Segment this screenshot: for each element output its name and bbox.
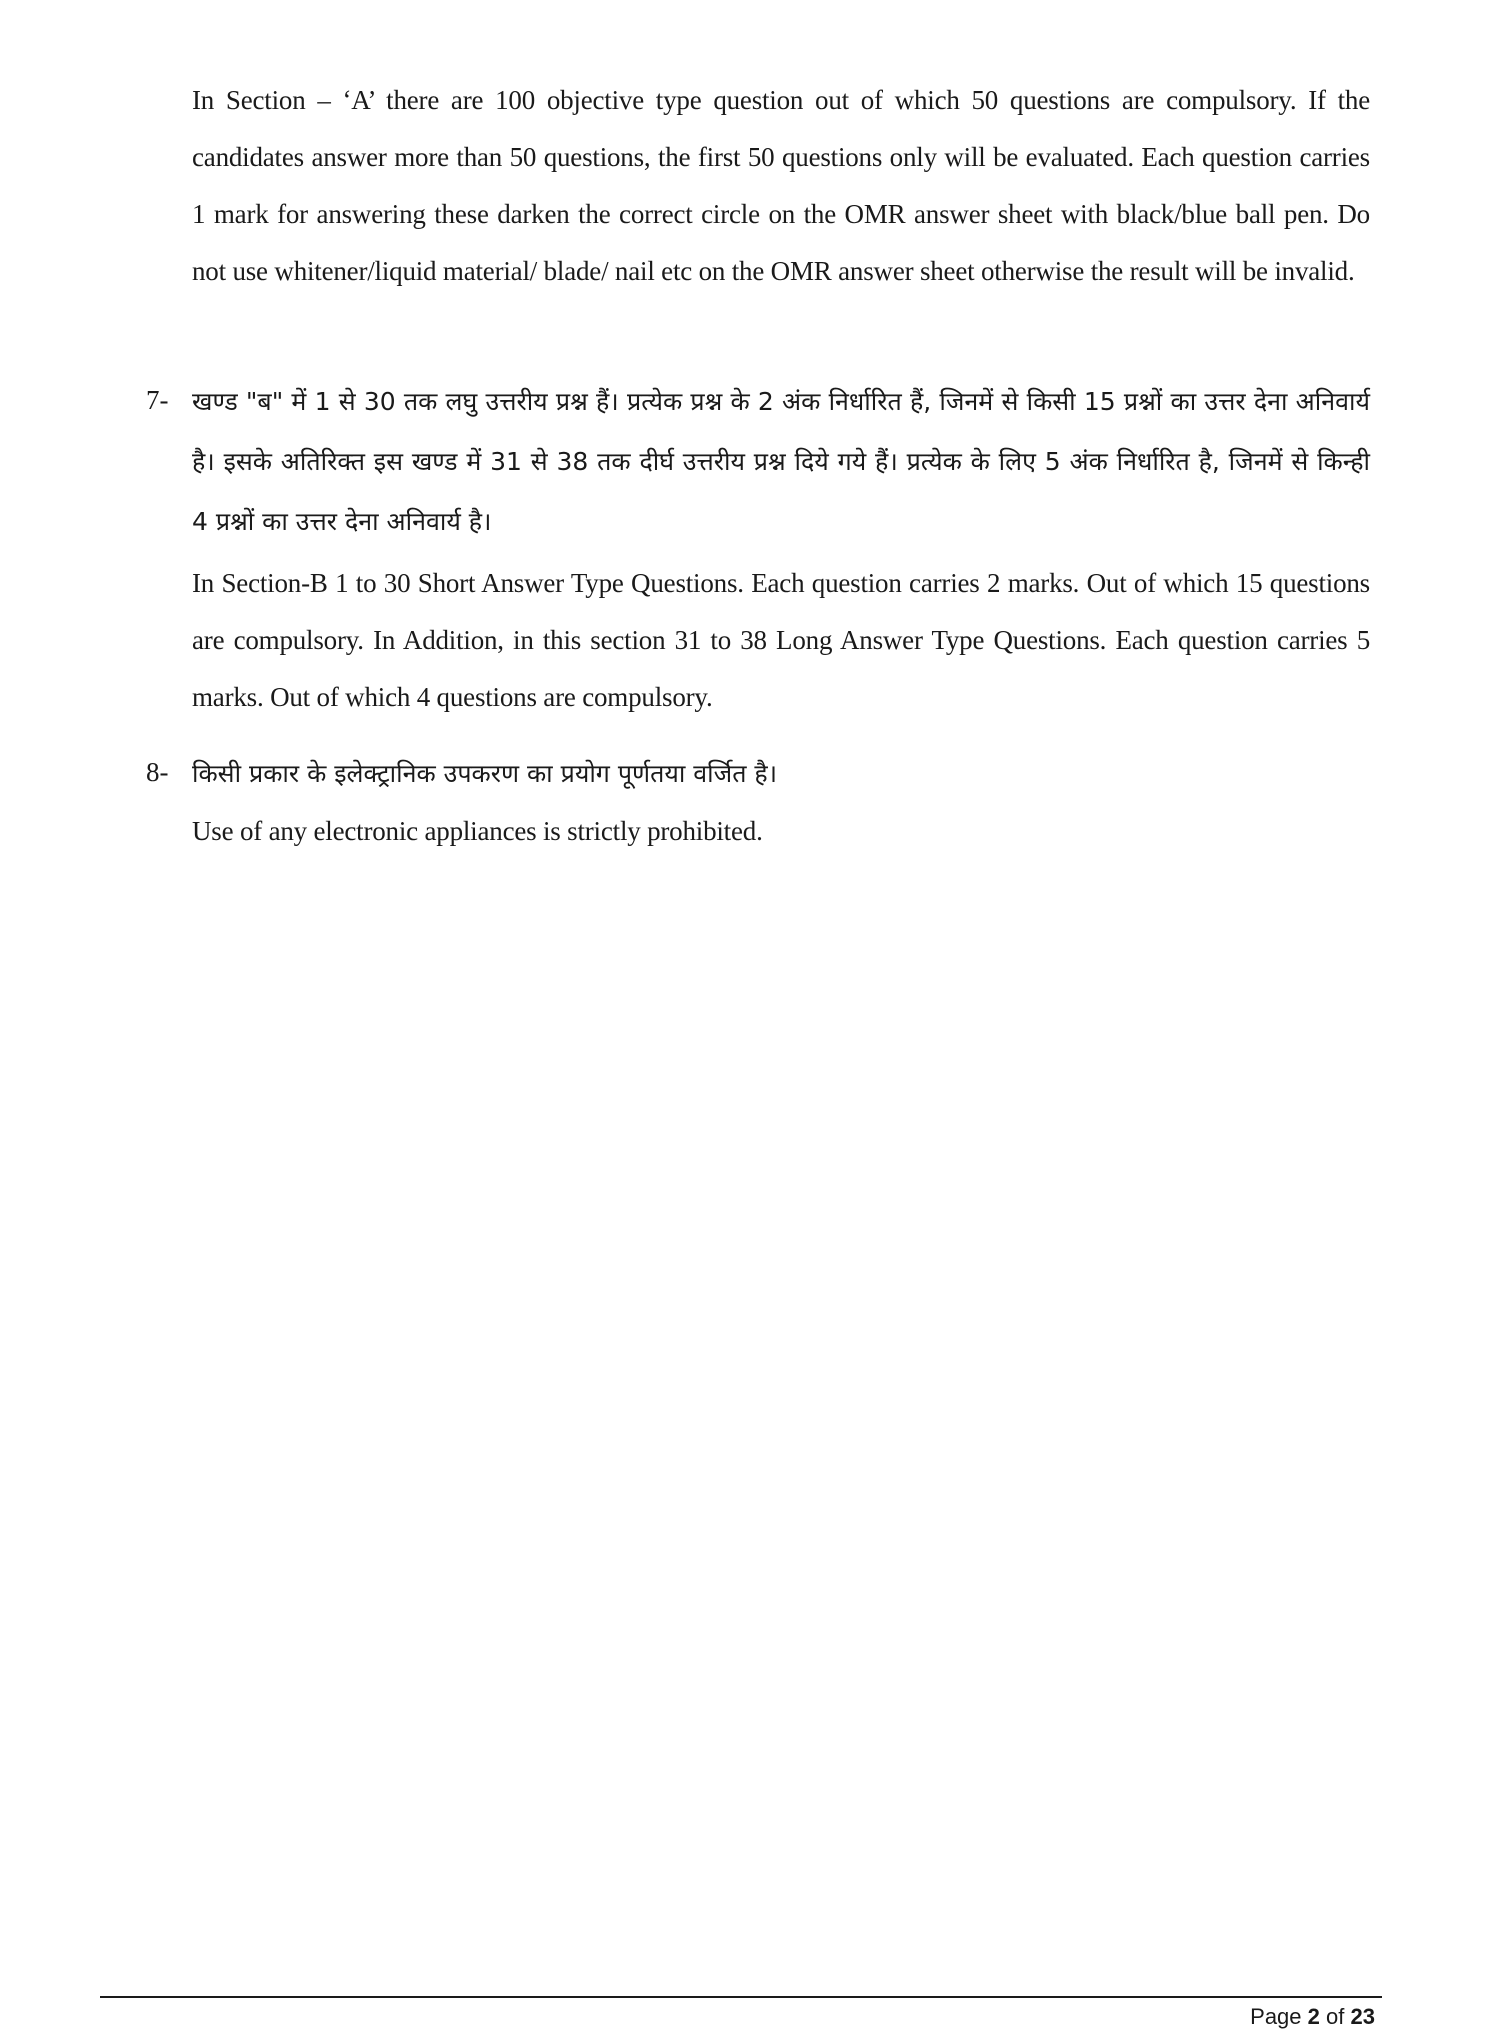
section-a-instructions-english: In Section – ‘A’ there are 100 objective type question out of which 50 questions are compulsory. If the candidates answer more than 50 questions, the first 50 questions only will be evaluated. Each question carries 1 mark for answering these darken the correct circle on the OMR answer sheet with black/blue ball pen. Do not use whitener/liquid material/ blade/ nail etc on the OMR answer sheet otherwise the result will be invalid. — [192, 85, 1370, 286]
item-8-instructions-english: Use of any electronic appliances is strictly prohibited. — [192, 816, 763, 846]
footer-divider — [100, 1996, 1382, 1998]
of-label: of — [1326, 2004, 1345, 2029]
page-label: Page — [1250, 2004, 1302, 2029]
page-total: 23 — [1350, 2004, 1375, 2029]
item-8-number: 8- — [146, 757, 169, 787]
item-7-instructions-english: In Section-B 1 to 30 Short Answer Type Questions. Each question carries 2 marks. Out of which 15 questions are compulsory. In Addition, in this section 31 to 38 Long Answer Type Questions. Each question carries 5 marks. Out of which 4 questions are compulsory. — [192, 568, 1370, 712]
page-current: 2 — [1307, 2004, 1320, 2029]
item-8-instructions-hindi: किसी प्रकार के इलेक्ट्रानिक उपकरण का प्रयोग पूर्णतया वर्जित है। — [192, 759, 778, 788]
item-7-number: 7- — [146, 385, 169, 415]
page-number-footer — [1250, 2004, 1375, 2030]
item-7-instructions-hindi: खण्ड "ब" में 1 से 30 तक लघु उत्तरीय प्रश्न हैं। प्रत्येक प्रश्न के 2 अंक निर्धारित हैं, जिनमें से किसी 15 प्रश्नों का उत्तर देना अनिवार्य है। इसके अतिरिक्त इस खण्ड में 31 से 38 तक दीर्घ उत्तरीय प्रश्न दिये गये हैं। प्रत्येक के लिए 5 अंक निर्धारित है, जिनमें से किन्ही 4 प्रश्नों का उत्तर देना अनिवार्य है। — [192, 387, 1370, 536]
